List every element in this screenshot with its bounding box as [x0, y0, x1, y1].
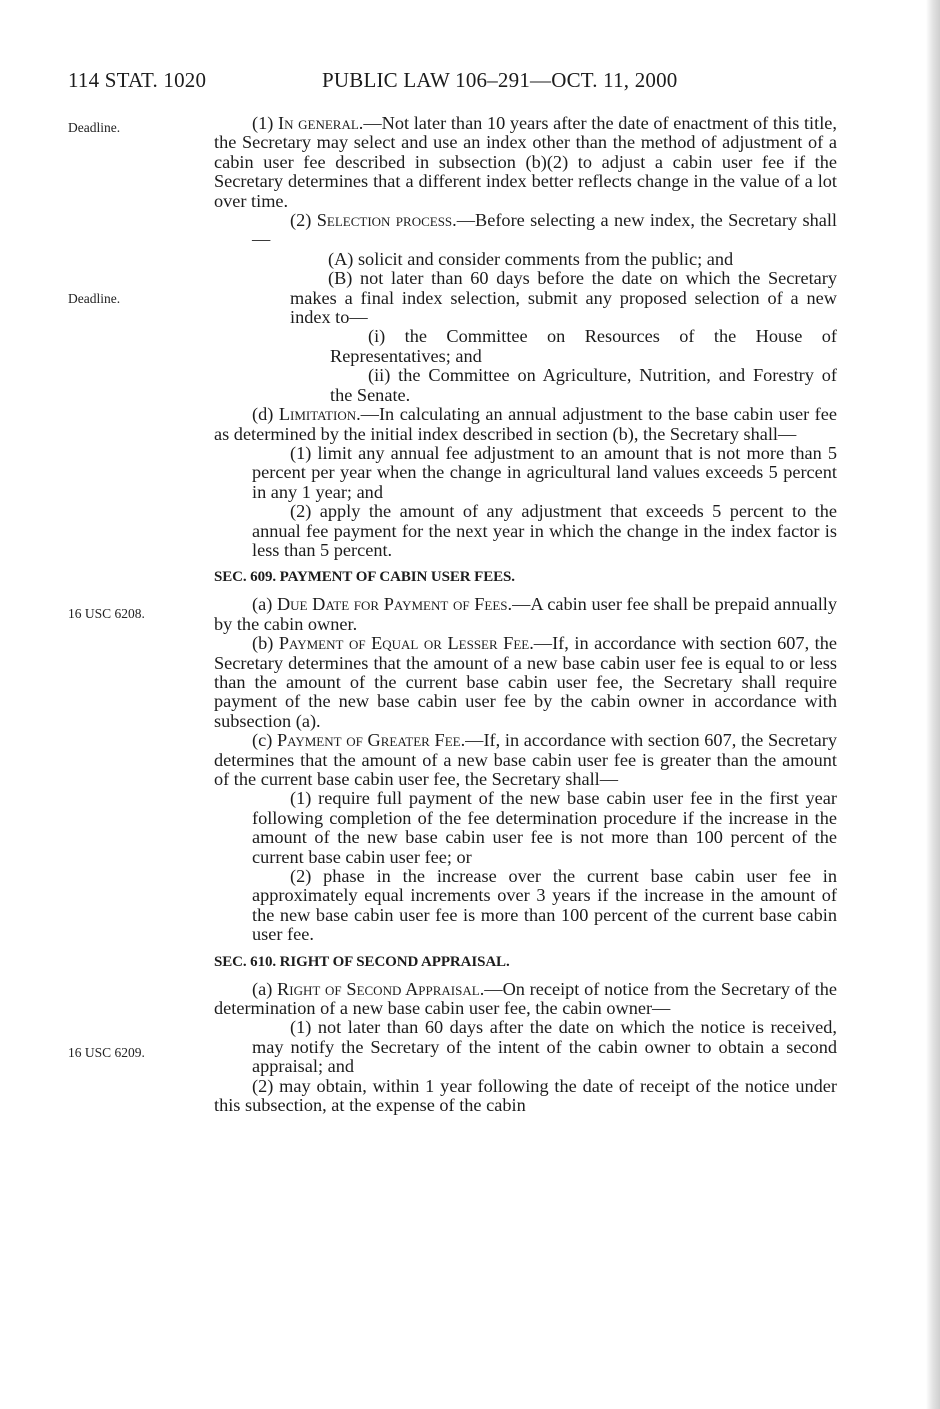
subsection-609c: (c) Payment of Greater Fee.—If, in accordance with section 607, the Secretary determines that the amount of a new base cabin user fee is greater than the amount of the current base cabin user fee, the Secretary shall—: [214, 730, 837, 789]
section-610-heading: SEC. 610. RIGHT OF SECOND APPRAISAL.: [214, 953, 510, 970]
paragraph-610a1: (1) not later than 60 days after the date on which the notice is received, may notify the Secretary of the intent of the cabin owner to obtain a second appraisal; and: [252, 1017, 837, 1077]
paragraph-heading: Selection process: [316, 210, 453, 231]
paragraph-d1: (1) limit any annual fee adjustment to an amount that is not more than 5 percent per year when the change in agricultural land values exceeds 5 percent in any 1 year; and: [252, 442, 837, 502]
paragraph-text: Before selecting a new index, the Secretary shall—: [252, 210, 838, 250]
subsection-text: A cabin user fee shall be prepaid annually by the cabin owner.: [214, 594, 837, 634]
clause-c2b-i: (i) the Committee on Resources of the House of Representatives; and: [330, 326, 837, 366]
subsection-heading: Payment of Greater Fee: [276, 730, 461, 751]
paragraph-number: (1): [252, 113, 274, 133]
paragraph-number: (2): [290, 210, 312, 231]
clause-c2b-ii: (ii) the Committee on Agriculture, Nutrition, and Forestry of the Senate.: [330, 365, 837, 405]
subsection-609b: (b) Payment of Equal or Lesser Fee.—If, in accordance with section 607, the Secretary determines that the amount of a new base cabin user fee is equal to or less than the amount of the current base cabin user fee, the Secretary shall require payment of the new base cabin user fee by the cabin owner in accordance with subsection (a).: [214, 633, 837, 731]
subsection-d: (d) Limitation.—In calculating an annual adjustment to the base cabin user fee as determined by the initial index described in section (b), the Secretary shall—: [214, 404, 837, 444]
subsection-number: (a): [252, 594, 273, 615]
subsection-text: In calculating an annual adjustment to the base cabin user fee as determined by the initial index described in section (b), the Secretary shall—: [214, 404, 837, 444]
paragraph-610a2: (2) may obtain, within 1 year following the date of receipt of the notice under this subsection, at the expense of the cabin: [214, 1075, 837, 1116]
paragraph-609c2: (2) phase in the increase over the current base cabin user fee in approximately equal increments over 3 years if the increase in the amount of the new base cabin user fee is more than 100 percent of the current base cabin user fee.: [252, 866, 837, 945]
subparagraph-c2a: (A) solicit and consider comments from the public; and: [328, 248, 734, 269]
subsection-heading: Due Date for Payment of Fees: [276, 594, 508, 615]
margin-note-deadline: Deadline.: [68, 120, 121, 135]
subsection-609a: (a) Due Date for Payment of Fees.—A cabin user fee shall be prepaid annually by the cabin owner.: [214, 594, 837, 634]
section-609-heading: SEC. 609. PAYMENT OF CABIN USER FEES.: [214, 569, 515, 586]
subsection-heading: Right of Second Appraisal: [277, 978, 480, 999]
subsection-number: (b): [252, 633, 274, 654]
subsection-heading: Limitation: [278, 404, 357, 425]
paragraph-text: Not later than 10 years after the date of enactment of this title, the Secretary may select and use an index other than the method of adjustment of a cabin user fee described in subsection (b)(2) to adjust a cabin user fee if the Secretary determines that a different index better reflects change in the value of a lot over time.: [214, 113, 837, 211]
paragraph-c1: (1) In general.—Not later than 10 years after the date of enactment of this title, the Secretary may select and use an index other than the method of adjustment of a cabin user fee described in subsection (b)(2) to adjust a cabin user fee if the Secretary determines that a different index better reflects change in the value of a lot over time.: [214, 113, 837, 211]
margin-note-usc-6209: 16 USC 6209.: [68, 1045, 145, 1060]
subsection-heading: Payment of Equal or Lesser Fee: [278, 633, 530, 654]
subsection-610a: (a) Right of Second Appraisal.—On receipt of notice from the Secretary of the determination of a new base cabin user fee, the cabin owner—: [214, 978, 837, 1019]
margin-note-usc-6208: 16 USC 6208.: [68, 606, 145, 621]
subsection-text: If, in accordance with section 607, the Secretary determines that the amount of a new base cabin user fee is greater than the amount of the current base cabin user fee, the Secretary shall—: [214, 730, 837, 789]
margin-note-deadline: Deadline.: [68, 291, 121, 306]
statute-body: [214, 114, 837, 1116]
paragraph-d2: (2) apply the amount of any adjustment that exceeds 5 percent to the annual fee payment for the next year in which the change in the index factor is less than 5 percent.: [252, 501, 837, 560]
page-running-head: PUBLIC LAW 106–291—OCT. 11, 2000: [322, 68, 678, 92]
paragraph-c2: (2) Selection process.—Before selecting a new index, the Secretary shall—: [252, 210, 838, 250]
paragraph-609c1: (1) require full payment of the new base cabin user fee in the first year following completion of the fee determination procedure if the increase in the amount of the new base cabin user fee is not more than 100 percent of the current base cabin user fee; or: [252, 788, 837, 867]
subsection-number: (a): [252, 978, 273, 999]
subsection-number: (c): [252, 730, 273, 751]
page-edge-shadow: [926, 0, 940, 1409]
page-stat-reference: 114 STAT. 1020: [68, 68, 207, 92]
subsection-text: If, in accordance with section 607, the Secretary determines that the amount of a new base cabin user fee is equal to or less than the amount of the current base cabin user fee, the Secretary shall require payment of the new base cabin user fee by the cabin owner in accordance with subsection (a).: [214, 633, 837, 731]
subsection-number: (d): [252, 404, 274, 425]
subsection-text: On receipt of notice from the Secretary of the determination of a new base cabin user fee, the cabin owner—: [214, 978, 837, 1019]
paragraph-heading: In general: [277, 113, 359, 133]
subparagraph-c2b: (B) not later than 60 days before the date on which the Secretary makes a final index selection, submit any proposed selection of a new index to—: [290, 268, 837, 328]
